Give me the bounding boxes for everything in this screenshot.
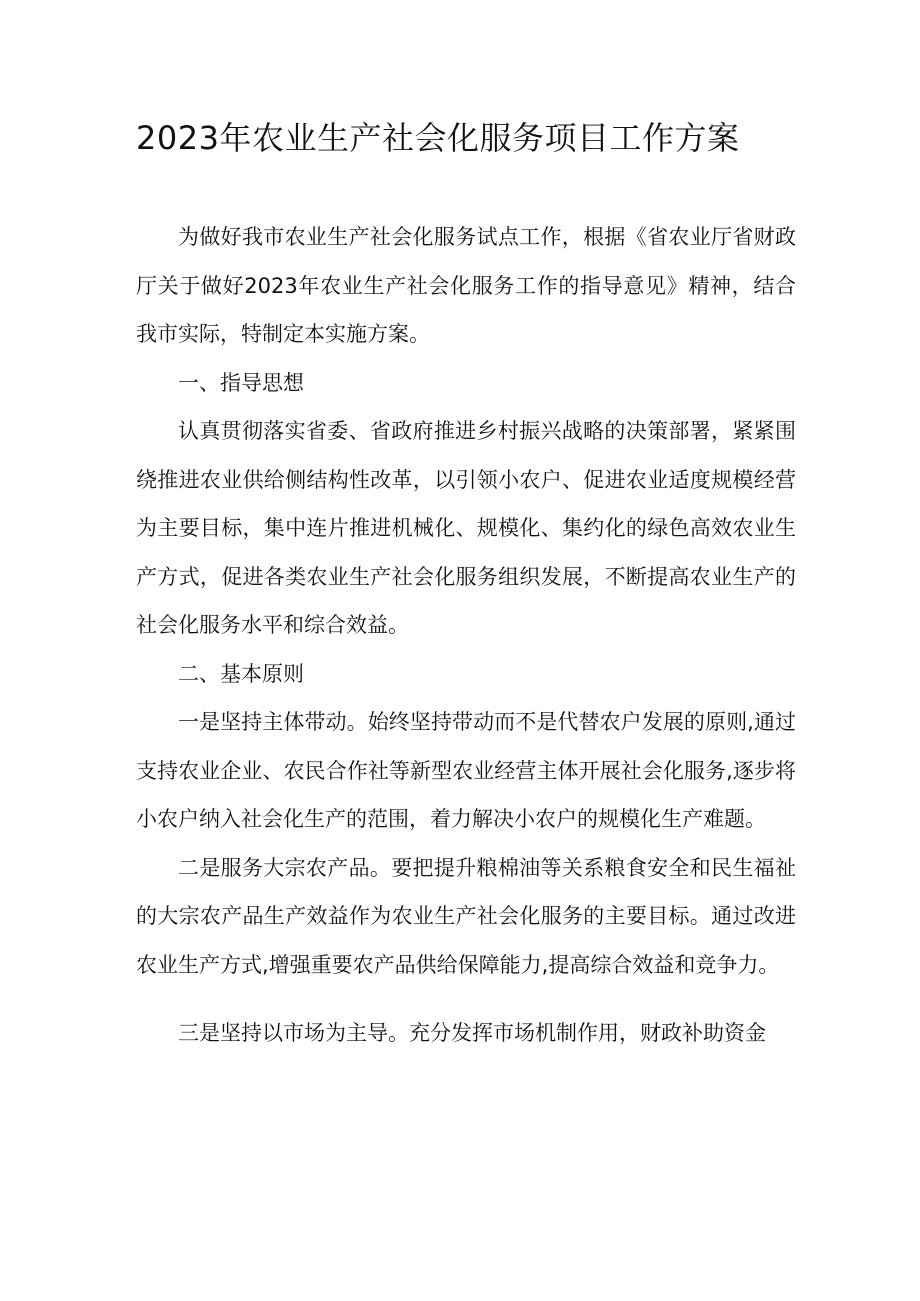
document-title: 2023年农业生产社会化服务项目工作方案 (136, 119, 740, 157)
section-heading-guiding-ideology: 一、指导思想 (178, 370, 304, 395)
principle-two-paragraph: 二是服务大宗农产品。要把提升粮棉油等关系粮食安全和民生福祉的大宗农产品生产效益作为农业生产社会化服务的主要目标。通过改进农业生产方式,增强重要农产品供给保障能力,提高综合效益和竞争力。 (136, 855, 796, 977)
intro-paragraph: 为做好我市农业生产社会化服务试点工作，根据《省农业厅省财政厅关于做好2023年农业生产社会化服务工作的指导意见》精神，结合我市实际，特制定本实施方案。 (136, 225, 796, 346)
principle-one-paragraph: 一是坚持主体带动。始终坚持带动而不是代替农户发展的原则,通过支持农业企业、农民合作社等新型农业经营主体开展社会化服务,逐步将小农户纳入社会化生产的范围，着力解决小农户的规模化生产难题。 (136, 710, 796, 831)
principle-three-paragraph: 三是坚持以市场为主导。充分发挥市场机制作用，财政补助资金 (178, 1021, 766, 1045)
section-heading-basic-principles: 二、基本原则 (178, 661, 304, 686)
guiding-ideology-paragraph: 认真贯彻落实省委、省政府推进乡村振兴战略的决策部署，紧紧围绕推进农业供给侧结构性改革，以引领小农户、促进农业适度规模经营为主要目标，集中连片推进机械化、规模化、集约化的绿色高效农业生产方式，促进各类农业生产社会化服务组织发展，不断提高农业生产的社会化服务水平和综合效益。 (136, 419, 796, 637)
document-body (136, 213, 796, 1058)
